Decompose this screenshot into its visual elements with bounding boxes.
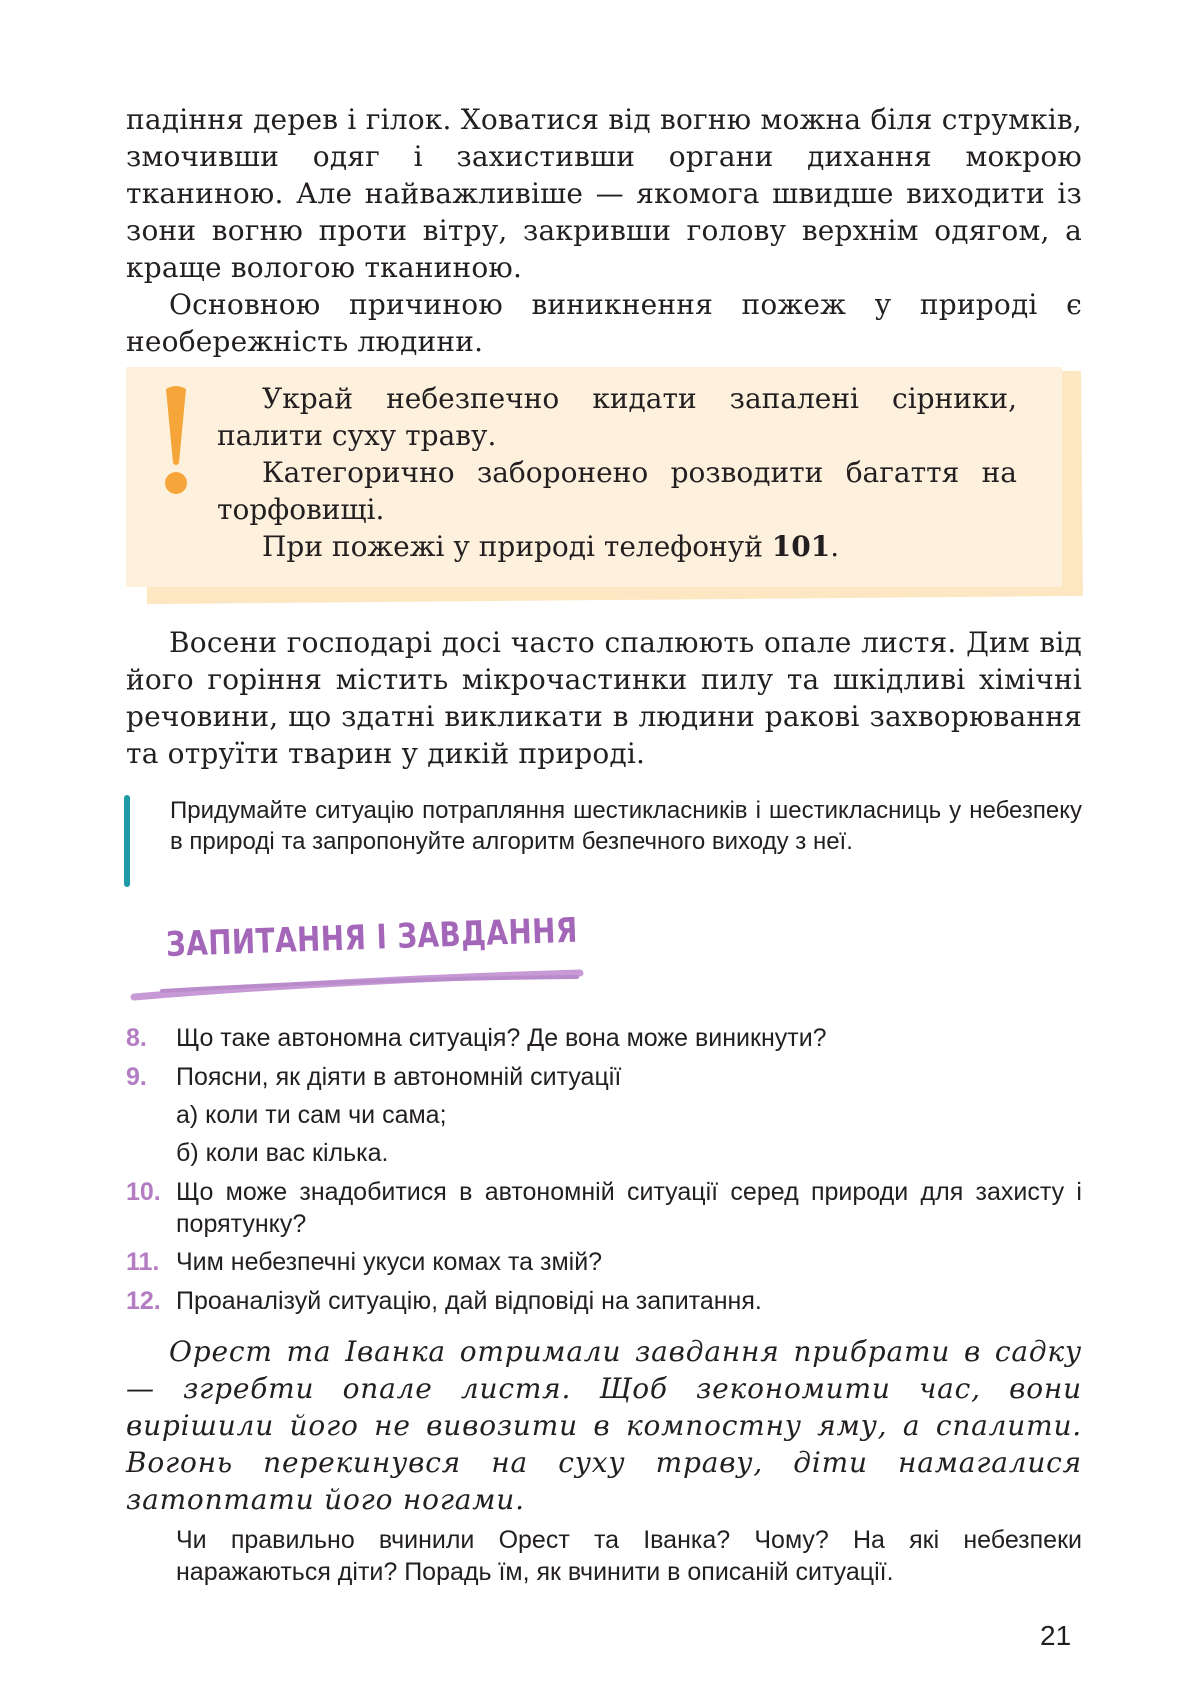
paragraph-fire-escape: падіння дерев і гілок. Ховатися від вогню можна біля струмків, змочивши одяг і захистивши органи дихання мокрою тканиною. Але найважливіше — якомога швидше виходити із зони вогню проти вітру, закривши голову верхнім одягом, а краще вологою тканиною.	[126, 103, 1082, 284]
subitem-group: б) коли вас кілька.	[176, 1139, 389, 1167]
question-number: 12.	[126, 1287, 161, 1315]
warning-text	[217, 380, 1017, 565]
page-number: 21	[1040, 1620, 1072, 1651]
task-accent-bar	[124, 795, 130, 887]
question-item	[126, 1176, 1082, 1240]
question-number: 9.	[126, 1063, 147, 1091]
warning-line-1: Украй небезпечно кидати запалені сірники, палити суху траву.	[217, 382, 1017, 452]
section-heading	[122, 910, 602, 1015]
warning-line-3: При пожежі у природі телефонуй 101.	[262, 530, 840, 563]
question-text: Чим небезпечні укуси комах та змій?	[176, 1248, 603, 1276]
story-text: Орест та Іванка отримали завдання прибрати в садку — згребти опале листя. Щоб зекономити час, вони вирішили його не вивозити в компостну яму, а спалити. Вогонь перекинувся на суху траву, діти намагалися затоптати його ногами.	[126, 1335, 1082, 1516]
subitem-alone: а) коли ти сам чи сама;	[176, 1101, 447, 1129]
question-text: Проаналізуй ситуацію, дай відповіді на запитання.	[176, 1287, 762, 1315]
section-heading-text: ЗАПИТАННЯ І ЗАВДАННЯ	[165, 910, 579, 965]
question-text: Поясни, як діяти в автономній ситуації	[176, 1063, 622, 1091]
question-number: 11.	[126, 1248, 160, 1276]
final-question: Чи правильно вчинили Орест та Іванка? Чому? На які небезпеки наражаються діти? Порадь їм, як вчинити в описаній ситуації.	[176, 1526, 1082, 1586]
question-item	[126, 1246, 1082, 1278]
question-number: 8.	[126, 1024, 147, 1052]
paragraph-fire-cause: Основною причиною виникнення пожеж у природі є необережність людини.	[126, 288, 1082, 358]
question-number: 10.	[126, 1178, 161, 1206]
question-text: Що таке автономна ситуація? Де вона може виникнути?	[176, 1024, 827, 1052]
paragraph-burning-leaves: Восени господарі досі часто спалюють опале листя. Дим від його горіння містить мікрочастинки пилу та шкідливі хімічні речовини, що здатні викликати в людини ракові захворювання та отруїти тварин у дикій природі.	[126, 626, 1082, 770]
question-item	[126, 1061, 1082, 1093]
question-text: Що може знадобитися в автономній ситуації серед природи для захисту і порятунку?	[176, 1178, 1082, 1238]
task-text: Придумайте ситуацію потрапляння шестикласників і шестикласниць у небезпеку в природі та запропонуйте алгоритм безпечного виходу з неї.	[170, 797, 1082, 855]
question-item	[126, 1022, 1082, 1054]
emergency-number: 101	[771, 530, 831, 563]
warning-line-2: Категорично заборонено розводити багаття на торфовищі.	[217, 456, 1017, 526]
question-item	[126, 1285, 1082, 1317]
exclamation-icon	[163, 385, 189, 495]
